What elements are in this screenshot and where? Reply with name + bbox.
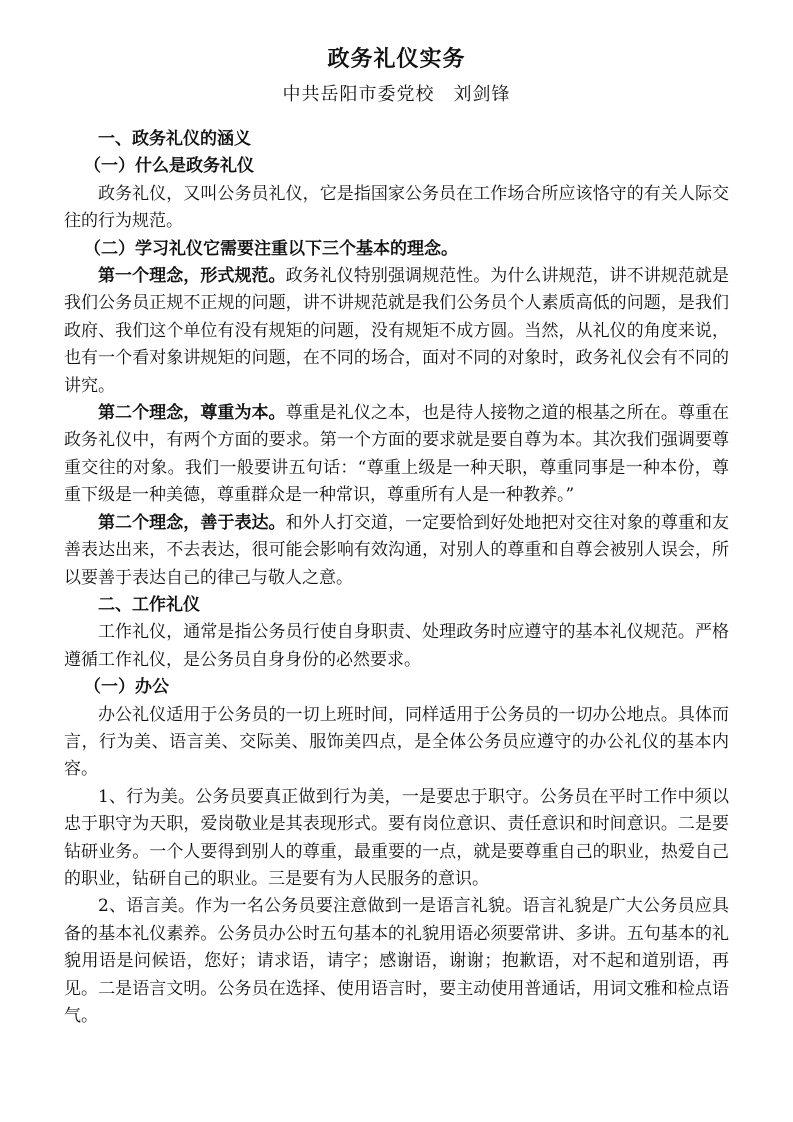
paragraph-text: 1、行为美。公务员要真正做到行为美，一是要忠于职守。公务员在平时工作中须以忠于职守为天职，爱岗敬业是其表现形式。要有岗位意识、责任意识和时间意识。二是要钻研业务。一个人要得到别人的尊重，最重要的一点，就是要尊重自己的职业，热爱自己的职业，钻研自己的职业。三是要有为人民服务的意识。 [64, 786, 729, 889]
paragraph-lead: 第二个理念，善于表达。 [98, 512, 286, 533]
paragraph-text: 和外人打交道，一定要恰到好处地把对交往对象的尊重和友善表达出来，不去表达，很可能会影响有效沟通，对别人的尊重和自尊会被别人误会，所以要善于表达自己的律己与敬人之意。 [64, 512, 730, 588]
body-paragraph [64, 619, 729, 674]
paragraph-text: 尊重是礼仪之本，也是待人接物之道的根基之所在。尊重在政务礼仪中，有两个方面的要求。第一个方面的要求就是要自尊为本。其次我们强调要尊重交往的对象。我们一般要讲五句话：“尊重上级是一种天职，尊重同事是一种本份，尊重下级是一种美德，尊重群众是一种常识，尊重所有人是一种教养。” [64, 403, 730, 506]
document-title: 政务礼仪实务 [327, 46, 466, 72]
paragraph-text: 办公礼仪适用于公务员的一切上班时间，同样适用于公务员的一切办公地点。具体而言，行为美、语言美、交际美、服饰美四点，是全体公务员应遵守的办公礼仪的基本内容。 [64, 704, 729, 780]
body-paragraph [64, 400, 729, 510]
paragraph-lead: 第一个理念，形式规范。 [98, 266, 286, 287]
subsection-heading: （一）办公 [84, 677, 169, 698]
paragraph-lead: 第二个理念，尊重为本。 [98, 403, 286, 424]
document-body [64, 126, 729, 1030]
section-heading: 二、工作礼仪 [98, 594, 200, 615]
body-paragraph [64, 263, 729, 400]
body-paragraph [64, 702, 729, 784]
body-paragraph [64, 510, 729, 592]
body-paragraph [64, 893, 729, 1030]
paragraph-text: 工作礼仪，通常是指公务员行使自身职责、处理政务时应遵守的基本礼仪规范。严格遵循工作礼仪，是公务员自身身份的必然要求。 [64, 622, 729, 670]
section-heading: 一、政务礼仪的涵义 [98, 129, 251, 149]
paragraph-text: 2、语言美。作为一名公务员要注意做到一是语言礼貌。语言礼貌是广大公务员应具备的基本礼仪素养。公务员办公时五句基本的礼貌用语必须要常讲、多讲。五句基本的礼貌用语是问候语，您好；请求语，请字；感谢语，谢谢；抱歉语，对不起和道别语，再见。二是语言文明。公务员在选择、使用语言时，要主动使用普通话，用词文雅和检点语气。 [64, 896, 729, 1026]
paragraph-text: 政务礼仪，又叫公务员礼仪，它是指国家公务员在工作场合所应该恪守的有关人际交往的行为规范。 [64, 183, 729, 232]
subsection-heading: （一）什么是政务礼仪 [84, 156, 254, 177]
paragraph-text: 政务礼仪特别强调规范性。为什么讲规范，讲不讲规范就是我们公务员正规不正规的问题，讲不讲规范就是我们公务员个人素质高低的问题，是我们政府、我们这个单位有没有规矩的问题，没有规矩不成方圆。当然，从礼仪的角度来说，也有一个看对象讲规矩的问题，在不同的场合，面对不同的对象时，政务礼仪会有不同的讲究。 [64, 266, 730, 396]
body-paragraph [64, 784, 729, 894]
document-byline: 中共岳阳市委党校 刘剑锋 [282, 84, 511, 105]
body-paragraph [64, 181, 729, 236]
subsection-heading: （二）学习礼仪它需要注重以下三个基本的理念。 [84, 238, 458, 259]
